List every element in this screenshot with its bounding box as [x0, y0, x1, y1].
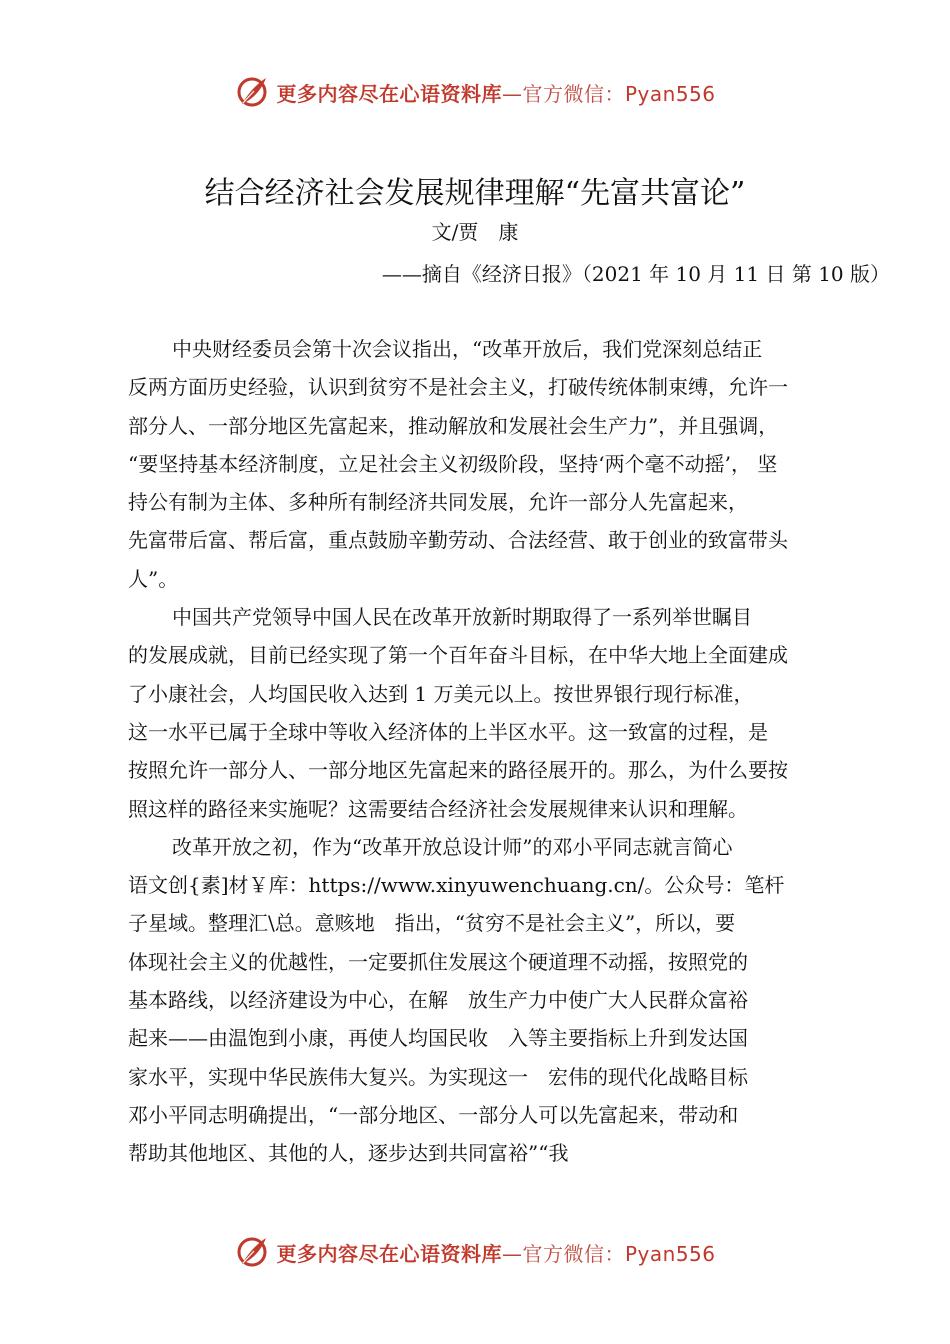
article-title: 结合经济社会发展规律理解“先富共富论” — [204, 176, 746, 211]
paragraph-line: 照这样的路径来实施呢？这需要结合经济社会发展规律来认识和理解。 — [128, 796, 748, 821]
paragraph-line: 中国共产党领导中国人民在改革开放新时期取得了一系列举世瞩目 — [172, 605, 752, 630]
paragraph-line: 基本路线，以经济建设为中心，在解 放生产力中使广大人民群众富裕 — [128, 988, 748, 1013]
paragraph-line: 的发展成就，目前已经实现了第一个百年奋斗目标，在中华大地上全面建成 — [128, 643, 788, 668]
paragraph-line: 人”。 — [128, 566, 179, 591]
watermark-banner-bottom — [0, 1232, 950, 1272]
feather-quill-logo-icon — [234, 1234, 270, 1270]
paragraph-line: 部分人、一部分地区先富起来，推动解放和发展社会生产力”，并且强调， — [128, 413, 779, 438]
watermark-banner-top — [0, 72, 950, 112]
paragraph-line: 按照允许一部分人、一部分地区先富起来的路径展开的。那么，为什么要按 — [128, 758, 788, 783]
feather-quill-logo-icon — [234, 74, 270, 110]
paragraph-line: 子星域。整理汇\总。意赅地 指出，“贫穷不是社会主义”，所以，要 — [128, 911, 736, 936]
watermark-text: 更多内容尽在心语资料库—官方微信：Pyan556 — [276, 81, 716, 106]
article-body — [128, 330, 828, 1173]
watermark-text: 更多内容尽在心语资料库—官方微信：Pyan556 — [276, 1241, 716, 1266]
paragraph-line: 中央财经委员会第十次会议指出，“改革开放后，我们党深刻总结正 — [172, 337, 763, 361]
paragraph-line: 反两方面历史经验，认识到贫穷不是社会主义，打破传统体制束缚，允许一 — [128, 375, 788, 400]
paragraph-line: 家水平，实现中华民族伟大复兴。为实现这一 宏伟的现代化战略目标 — [128, 1064, 748, 1089]
paragraph-line: 邓小平同志明确提出，“一部分地区、一部分人可以先富起来，带动和 — [128, 1102, 739, 1127]
article-source: ——摘自《经济日报》（2021 年 10 月 11 日 第 10 版） — [381, 262, 890, 286]
article-author: 文/贾 康 — [431, 220, 519, 244]
paragraph-line: 语文创{素]材￥库：https://www.xinyuwenchuang.cn/。公众号：笔杆 — [128, 873, 785, 898]
paragraph-line: 帮助其他地区、其他的人，逐步达到共同富裕”“我 — [128, 1141, 569, 1166]
paragraph-line: 了小康社会，人均国民收入达到 1 万美元以上。按世界银行现行标准， — [128, 681, 754, 706]
paragraph-line: “要坚持基本经济制度，立足社会主义初级阶段，坚持‘两个毫不动摇’， 坚 — [128, 451, 778, 476]
paragraph-line: 改革开放之初，作为“改革开放总设计师”的邓小平同志就言简心 — [172, 834, 733, 859]
paragraph-line: 先富带后富、帮后富，重点鼓励辛勤劳动、合法经营、敢于创业的致富带头 — [128, 528, 788, 553]
paragraph-line: 这一水平已属于全球中等收入经济体的上半区水平。这一致富的过程，是 — [128, 719, 768, 744]
paragraph-line: 体现社会主义的优越性，一定要抓住发展这个硬道理不动摇，按照党的 — [128, 949, 748, 974]
paragraph-line: 持公有制为主体、多种所有制经济共同发展，允许一部分人先富起来， — [128, 490, 748, 515]
paragraph-line: 起来——由温饱到小康，再使人均国民收 入等主要指标上升到发达国 — [128, 1026, 748, 1051]
